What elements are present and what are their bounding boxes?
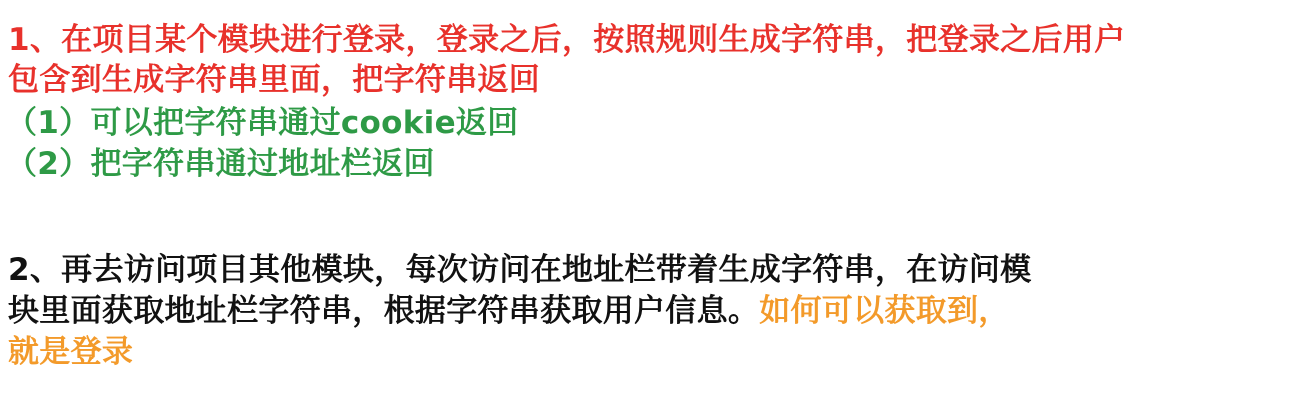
point1-line1: 1、在项目某个模块进行登录，登录之后，按照规则生成字符串，把登录之后用户 bbox=[8, 22, 1126, 58]
point1-sub2: （2）把字符串通过地址栏返回 bbox=[6, 146, 435, 182]
point1-line2: 包含到生成字符串里面，把字符串返回 bbox=[8, 62, 541, 98]
point2-line1: 2、再去访问项目其他模块，每次访问在地址栏带着生成字符串，在访问模 bbox=[8, 252, 1032, 288]
point2-line3-highlight: 就是登录 bbox=[8, 334, 134, 370]
point1-sub1: （1）可以把字符串通过cookie返回 bbox=[6, 105, 519, 141]
point2-line2-text: 块里面获取地址栏字符串，根据字符串获取用户信息。 bbox=[8, 293, 760, 329]
point2-highlight: 如何可以获取到， bbox=[759, 293, 1010, 329]
point2-line2 bbox=[8, 291, 1010, 331]
